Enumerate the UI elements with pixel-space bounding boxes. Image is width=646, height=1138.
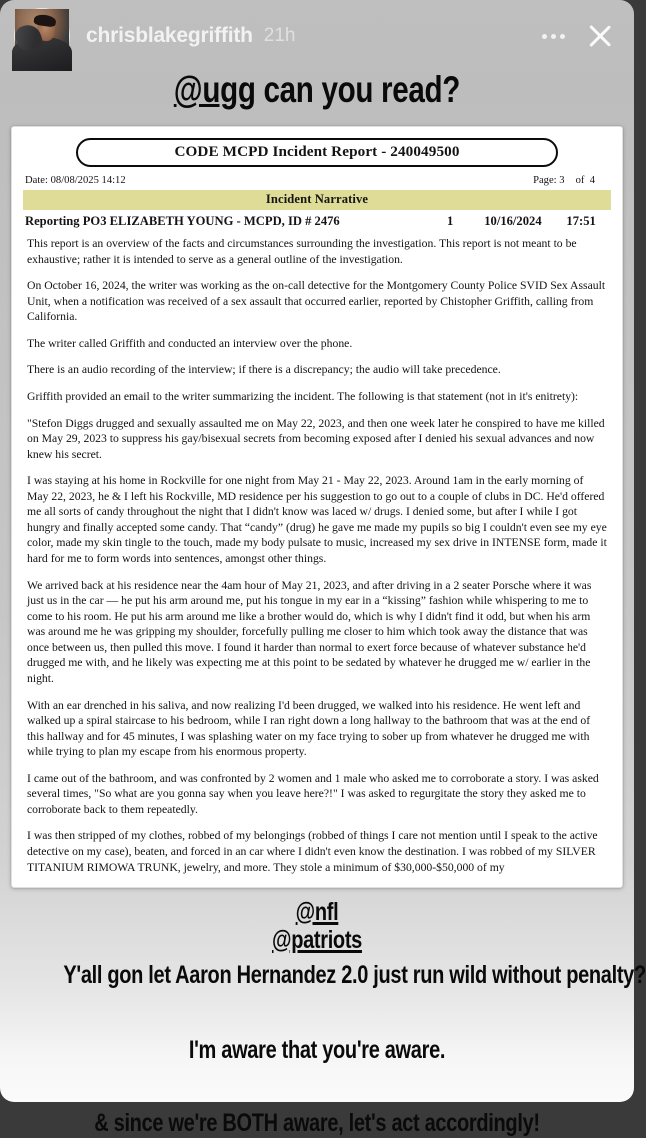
more-dot [551, 34, 556, 39]
narrative-paragraph: "Stefon Diggs drugged and sexually assaulted me on May 22, 2023, and then one week later he conspired to have me killed on May 29, 2023 to suppress his gay/bisexual secrets from becoming exposed after I denied his sexual advances and now knew his secret. [27, 416, 605, 461]
reporting-officer: Reporting PO3 ELIZABETH YOUNG - MCPD, ID # 2476 [25, 214, 340, 228]
close-icon[interactable] [582, 18, 618, 54]
narrative-paragraph: I was then stripped of my clothes, robbed of my belongings (robbed of things I care not mention until I speak to the active detective on my case), beaten, and forced in an car where I didn't even know the destination. I was robbed of my SILVER TITANIUM RIMOWA TRUNK, jewelry, and more. They stole a minimum of $30,000-$50,000 of my [27, 829, 598, 874]
document-page: Page: 3 [533, 175, 565, 186]
caption-line-2: I'm aware that you're aware. [188, 1035, 446, 1064]
more-dot [560, 34, 565, 39]
narrative-paragraph: With an ear drenched in his saliva, and now realizing I'd been drugged, we walked into his residence. He went left and walked up a spiral staircase to his bedroom, while I ran right down a long hallway to the bathroom that was at the end of this hallway and for 45 minutes, I was splashing water on my face trying to sober up from whatever he drugged me with while trying to plan my escape from his enormous property. [27, 698, 591, 759]
narrative-paragraph: This report is an overview of the facts and circumstances surrounding the investigation. This report is not meant to be exhaustive; rather it is intended to serve as a general outline of the investigation. [27, 237, 577, 266]
incident-report-document [11, 126, 623, 888]
mention-nfl[interactable]: @nfl [295, 898, 339, 926]
reporting-number: 1 [447, 214, 454, 228]
document-meta-row [23, 174, 611, 190]
username-label[interactable]: chrisblakegriffith [86, 24, 253, 47]
caption-stack [0, 898, 646, 1138]
reporting-officer-row [23, 210, 611, 231]
caption-line-3: & since we're BOTH aware, let's act accordingly! [94, 1109, 540, 1137]
reporting-date: 10/16/2024 [484, 214, 542, 228]
document-title: CODE MCPD Incident Report - 240049500 [76, 138, 558, 167]
section-band-incident-narrative: Incident Narrative [23, 190, 611, 210]
caption-mention-nfl [63, 900, 570, 926]
timestamp-label: 21h [263, 25, 296, 46]
more-options-icon[interactable] [536, 21, 570, 51]
caption-mention-patriots [63, 926, 570, 956]
reporting-time: 17:51 [566, 214, 596, 228]
document-page-total: of 4 [575, 175, 595, 186]
narrative-body [23, 231, 611, 875]
headline-rest: can you read? [255, 69, 461, 110]
avatar[interactable] [14, 8, 70, 64]
headline-text [174, 70, 460, 110]
headline-sticker [0, 70, 634, 110]
narrative-paragraph: We arrived back at his residence near the 4am hour of May 21, 2023, and after driving in a 2 seater Porsche where it was just us in the car — he put his arm around me, put his tongue in my ear in a “kissing” fashion while whispering to me to come to his room. He put his arm around me like a brother would do, which is why I didn't find it odd, but when his arm was around me he was gripping my shoulder, forcefully pulling me closer to him which took away the distance that was once between us, then pulled this move. I found it harder than normal to exert force because of whatever substance he'd drugged me with, and he likely was expecting me at this point to be sedated by whatever he drugged me w/ earlier in the night. [27, 578, 592, 685]
narrative-paragraph: The writer called Griffith and conducted an interview over the phone. [27, 336, 353, 350]
mention-patriots[interactable]: @patriots [272, 925, 362, 954]
more-dot [542, 34, 547, 39]
narrative-paragraph: I was staying at his home in Rockville for one night from May 21 - May 22, 2023. Around 1am in the early morning of May 22, 2023, he & I left his Rockville, MD residence per his suggestion to go out to a couple of clubs in DC. He'd offered me all sorts of candy throughout the night that I didn't know was laced w/ drugs. I denied some, but after I while I got hungry and finally accepted some candy. That “candy” (drug) he gave me made my pupils so big I couldn't even see my eye color, made my skin tingle to the touch, made my body pulsate to music, increased my sex drive in INTENSE form, made it hard for me to form words into sentences, amongst other things. [27, 474, 607, 565]
narrative-paragraph: On October 16, 2024, the writer was working as the on-call detective for the Montgomery County Police SVID Sex Assault Unit, when a notification was received of a sex assault that occurred earlier, reported by Chistopher Griffith, calling from California. [27, 279, 606, 324]
mention-ugg[interactable]: @ugg [173, 69, 256, 110]
story-header [0, 0, 634, 72]
narrative-paragraph: Griffith provided an email to the writer summarizing the incident. The following is that statement (not in it's enitrety): [27, 389, 579, 403]
caption-line-1: Y'all gon let Aaron Hernandez 2.0 just run wild without penalty? [63, 961, 646, 989]
narrative-paragraph: There is an audio recording of the interview; if there is a discrepancy; the audio will take precedence. [27, 363, 501, 377]
narrative-paragraph: I came out of the bathroom, and was confronted by 2 women and 1 male who asked me to corroborate a story. I was asked several times, "So what are you gonna say when you leave here?!" I was asked to regurgitate the story they asked me to corroborate back to them repeatedly. [27, 771, 599, 816]
document-date: Date: 08/08/2025 14:12 [25, 175, 126, 186]
